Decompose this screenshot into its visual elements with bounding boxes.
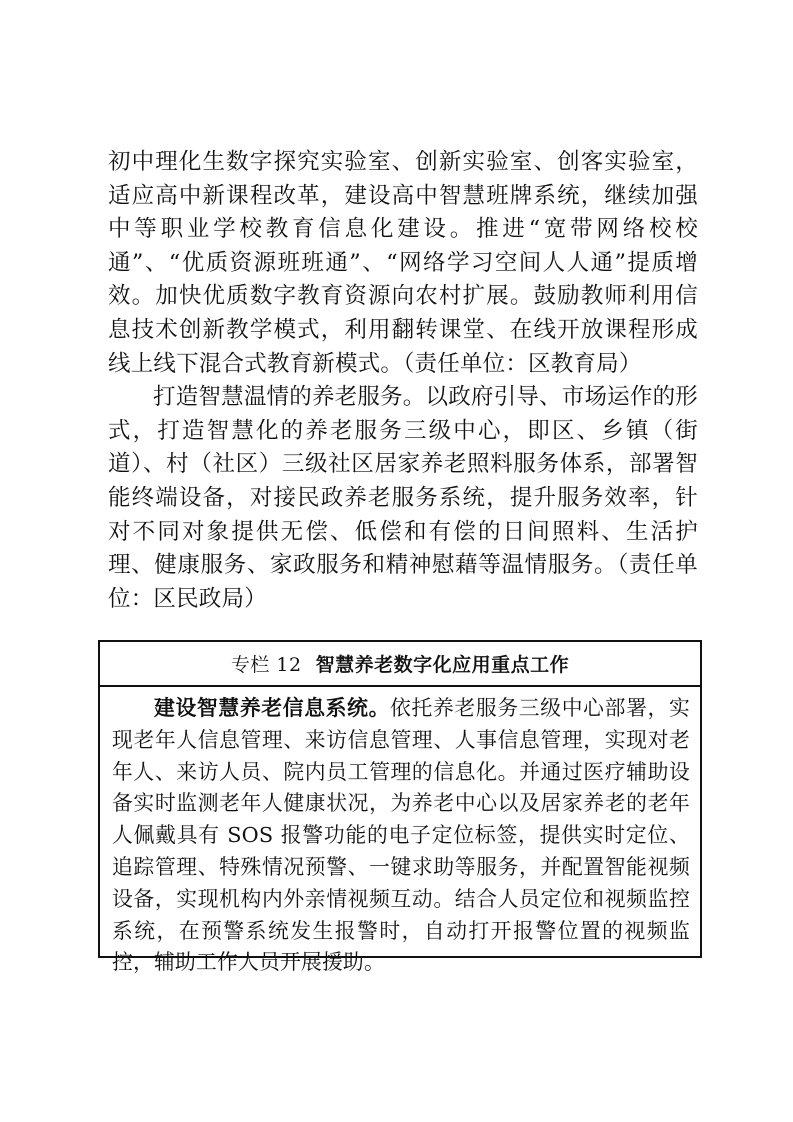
- column-box-title: [100, 642, 700, 687]
- column-box-label: 专栏 12: [230, 654, 302, 676]
- paragraph-elderly-care: 打造智慧温情的养老服务。以政府引导、市场运作的形式，打造智慧化的养老服务三级中心，即区、乡镇（街道）、村（社区）三级社区居家养老照料服务体系，部署智能终端设备，对接民政养老服务系统，提升服务效率，针对不同对象提供无偿、低偿和有偿的日间照料、生活护理、健康服务、家政服务和精神慰藉等温情服务。（责任单位：区民政局）: [108, 384, 698, 612]
- column-box-heading: 智慧养老数字化应用重点工作: [315, 654, 570, 676]
- paragraph-education: 初中理化生数字探究实验室、创新实验室、创客实验室，适应高中新课程改革，建设高中智慧班牌系统，继续加强中等职业学校教育信息化建设。推进“宽带网络校校通”、“优质资源班班通”、“网络学习空间人人通”提质增效。加快优质数字教育资源向农村扩展。鼓励教师利用信息技术创新教学模式，利用翻转课堂、在线开放课程形成线上线下混合式教育新模式。（责任单位：区教育局）: [108, 149, 698, 377]
- column-box: [98, 640, 702, 975]
- column-box-content: [100, 687, 700, 979]
- column-box-text: 依托养老服务三级中心部署，实现老年人信息管理、来访信息管理、人事信息管理，实现对老年人、来访人员、院内员工管理的信息化。并通过医疗辅助设备实时监测老年人健康状况，为养老中心以及居家养老的老年人佩戴具有 SOS 报警功能的电子定位标签，提供实时定位、追踪管理、特殊情况预警、一键求助等服务，并配置智能视频设备，实现机构内外亲情视频互动。结合人员定位和视频监控系统，在预警系统发生报警时，自动打开报警位置的视频监控，辅助工作人员开展援助。: [112, 696, 690, 975]
- column-box-lead: 建设智慧养老信息系统。: [154, 696, 391, 720]
- column-box-paragraph: [112, 693, 690, 979]
- document-body: [108, 146, 698, 616]
